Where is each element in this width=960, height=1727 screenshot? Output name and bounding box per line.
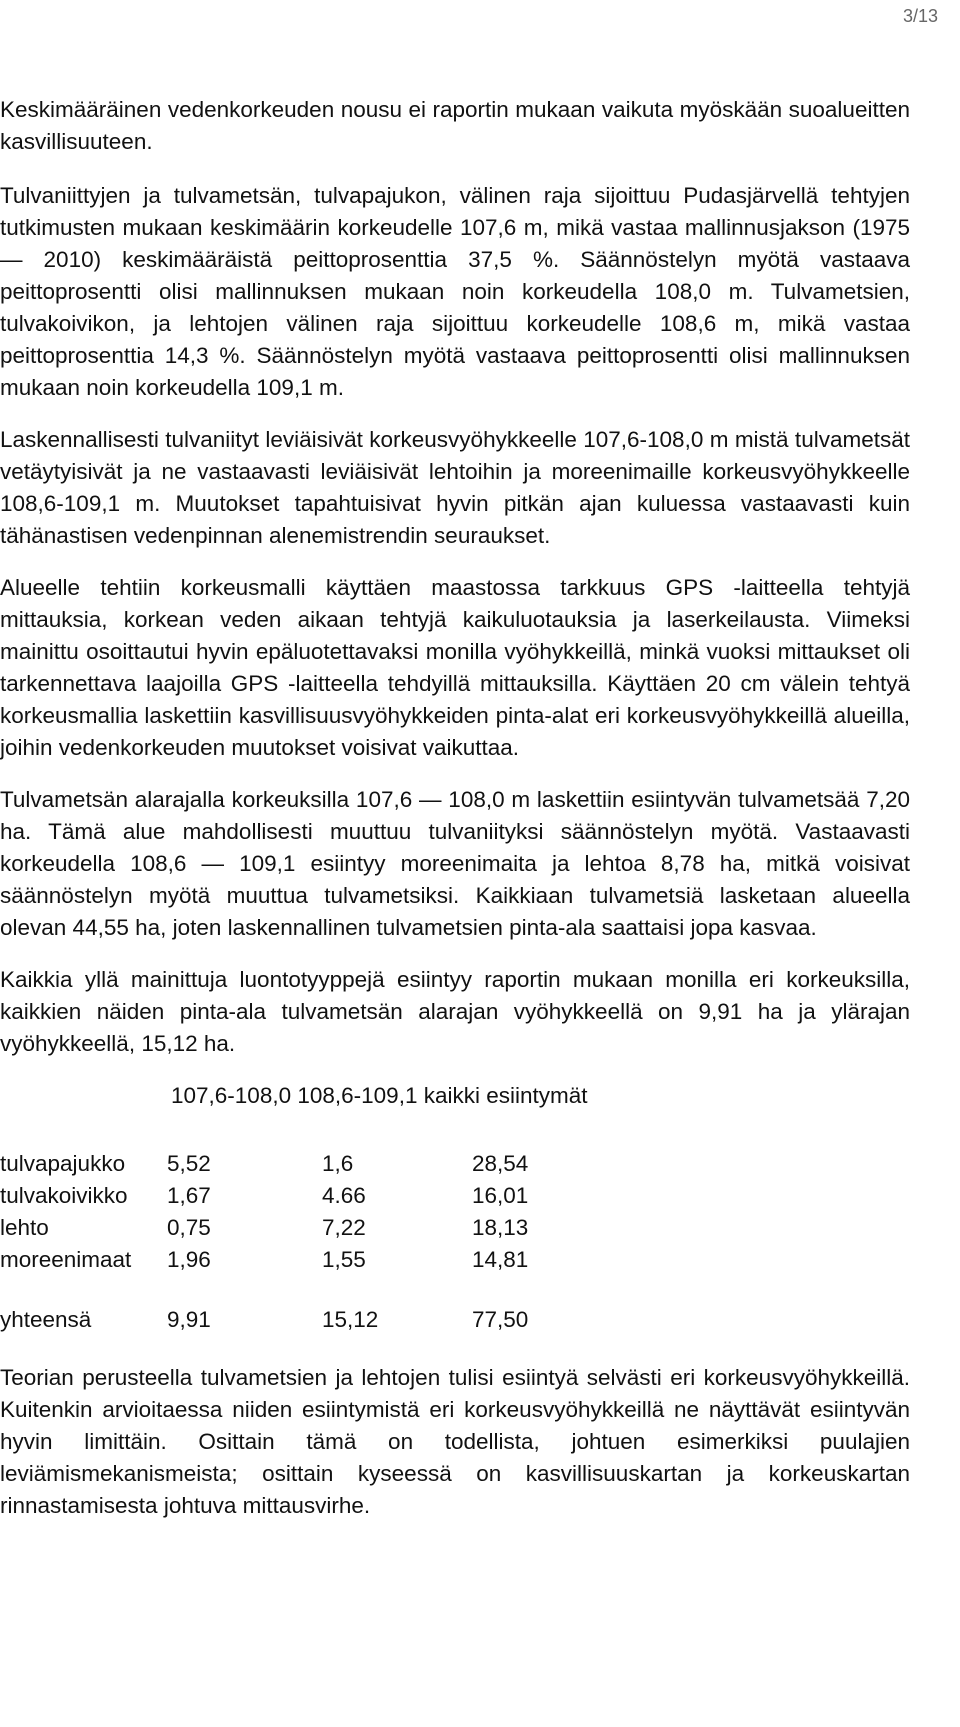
cell-108-109: 1,6 [322,1151,354,1176]
table-body [0,1148,622,1336]
table-row [0,1212,622,1244]
total-107-108: 9,91 [167,1307,211,1332]
cell-all: 16,01 [472,1183,529,1208]
table-row [0,1244,622,1276]
paragraph-5: Tulvametsän alarajalla korkeuksilla 107,6 — 108,0 m laskettiin esiintyvän tulvametsää 7,20 ha. Tämä alue mahdollisesti muuttuu tulvaniityksi säännöstelyn myötä. Vastaavasti korkeudella 108,6 — 109,1 esiintyy moreenimaita ja lehtoa 8,78 ha, mitkä voisivat säännöstelyn myötä muuttua tulvametsiksi. Kaikkiaan tulvametsiä lasketaan alueella olevan 44,55 ha, joten laskennallinen tulvametsien pinta-ala saattaisi jopa kasvaa. [0,787,910,940]
total-label: yhteensä [0,1307,92,1332]
paragraph-3: Laskennallisesti tulvaniityt leviäisivät korkeusvyöhykkeelle 107,6-108,0 m mistä tulvametsät vetäytyisivät ja ne vastaavasti leviäisivät lehtoihin ja moreenimaille korkeusvyöhykkeelle 108,6-109,1 m. Muutokset tapahtuisivat hyvin pitkän ajan kuluessa vastaavasti kuin tähänastisen vedenpinnan alenemistrendin seuraukset. [0,427,910,548]
cell-107-108: 5,52 [167,1151,211,1176]
page-number: 3/13 [902,6,938,26]
table-row [0,1180,622,1212]
table-spacer [0,1276,622,1304]
cell-all: 14,81 [472,1247,529,1272]
paragraph-1: Keskimääräinen vedenkorkeuden nousu ei raportin mukaan vaikuta myöskään suoalueitten kasvillisuuteen. [0,97,910,154]
paragraph-6: Kaikkia yllä mainittuja luontotyyppejä esiintyy raportin mukaan monilla eri korkeuksilla, kaikkien näiden pinta-ala tulvametsän alarajan vyöhykkeellä on 9,91 ha ja ylärajan vyöhykkeellä, 15,12 ha. [0,967,910,1056]
cell-107-108: 1,67 [167,1183,211,1208]
cell-107-108: 0,75 [167,1215,211,1240]
row-label: moreenimaat [0,1247,132,1272]
total-108-109: 15,12 [322,1307,379,1332]
paragraph-closing: Teorian perusteella tulvametsien ja lehtojen tulisi esiintyä selvästi eri korkeusvyöhykkeillä. Kuitenkin arvioitaessa niiden esiintymistä eri korkeusvyöhykkeillä ne näyttävät esiintyvän hyvin limittäin. Osittain tämä on todellista, johtuen esimerkiksi puulajien leviämismekanismeista; osittain kyseessä on kasvillisuuskartan ja korkeuskartan rinnastamisesta johtuva mittausvirhe. [0,1365,910,1518]
cell-108-109: 1,55 [322,1247,366,1272]
table-row [0,1148,622,1180]
cell-all: 28,54 [472,1151,529,1176]
row-label: tulvakoivikko [0,1183,128,1208]
cell-107-108: 1,96 [167,1247,211,1272]
paragraph-4: Alueelle tehtiin korkeusmalli käyttäen maastossa tarkkuus GPS -laitteella tehtyjä mittauksia, korkean veden aikaan tehtyjä kaikuluotauksia ja laserkeilausta. Viimeksi mainittu osoittautui hyvin epäluotettavaksi monilla vyöhykkeillä, minkä vuoksi mittaukset oli tarkennettava laajoilla GPS -laitteella tehdyillä mittauksilla. Käyttäen 20 cm välein tehtyä korkeusmallia laskettiin kasvillisuusvyöhykkeiden pinta-alat eri korkeusvyöhykkeillä alueilla, joihin vedenkorkeuden muutokset voisivat vaikuttaa. [0,575,910,760]
area-table [0,1080,910,1336]
document-body [0,94,910,1542]
table-total-row [0,1304,622,1336]
table-header: 107,6-108,0 108,6-109,1 kaikki esiintymät [171,1083,588,1108]
total-all: 77,50 [472,1307,529,1332]
cell-all: 18,13 [472,1215,529,1240]
cell-108-109: 7,22 [322,1215,366,1240]
row-label: tulvapajukko [0,1151,126,1176]
paragraph-2: Tulvaniittyjen ja tulvametsän, tulvapajukon, välinen raja sijoittuu Pudasjärvellä tehtyjen tutkimusten mukaan keskimäärin korkeudelle 107,6 m, mikä vastaa mallinnusjakson (1975 — 2010) keskimääräistä peittoprosenttia 37,5 %. Säännöstelyn myötä vastaava peittoprosentti olisi mallinnuksen mukaan noin korkeudella 108,0 m. Tulvametsien, tulvakoivikon, ja lehtojen välinen raja sijoittuu korkeudelle 108,6 m, mikä vastaa peittoprosenttia 14,3 %. Säännöstelyn myötä vastaava peittoprosentti olisi mallinnuksen mukaan noin korkeudella 109,1 m. [0,183,910,400]
row-label: lehto [0,1215,49,1240]
cell-108-109: 4.66 [322,1183,366,1208]
